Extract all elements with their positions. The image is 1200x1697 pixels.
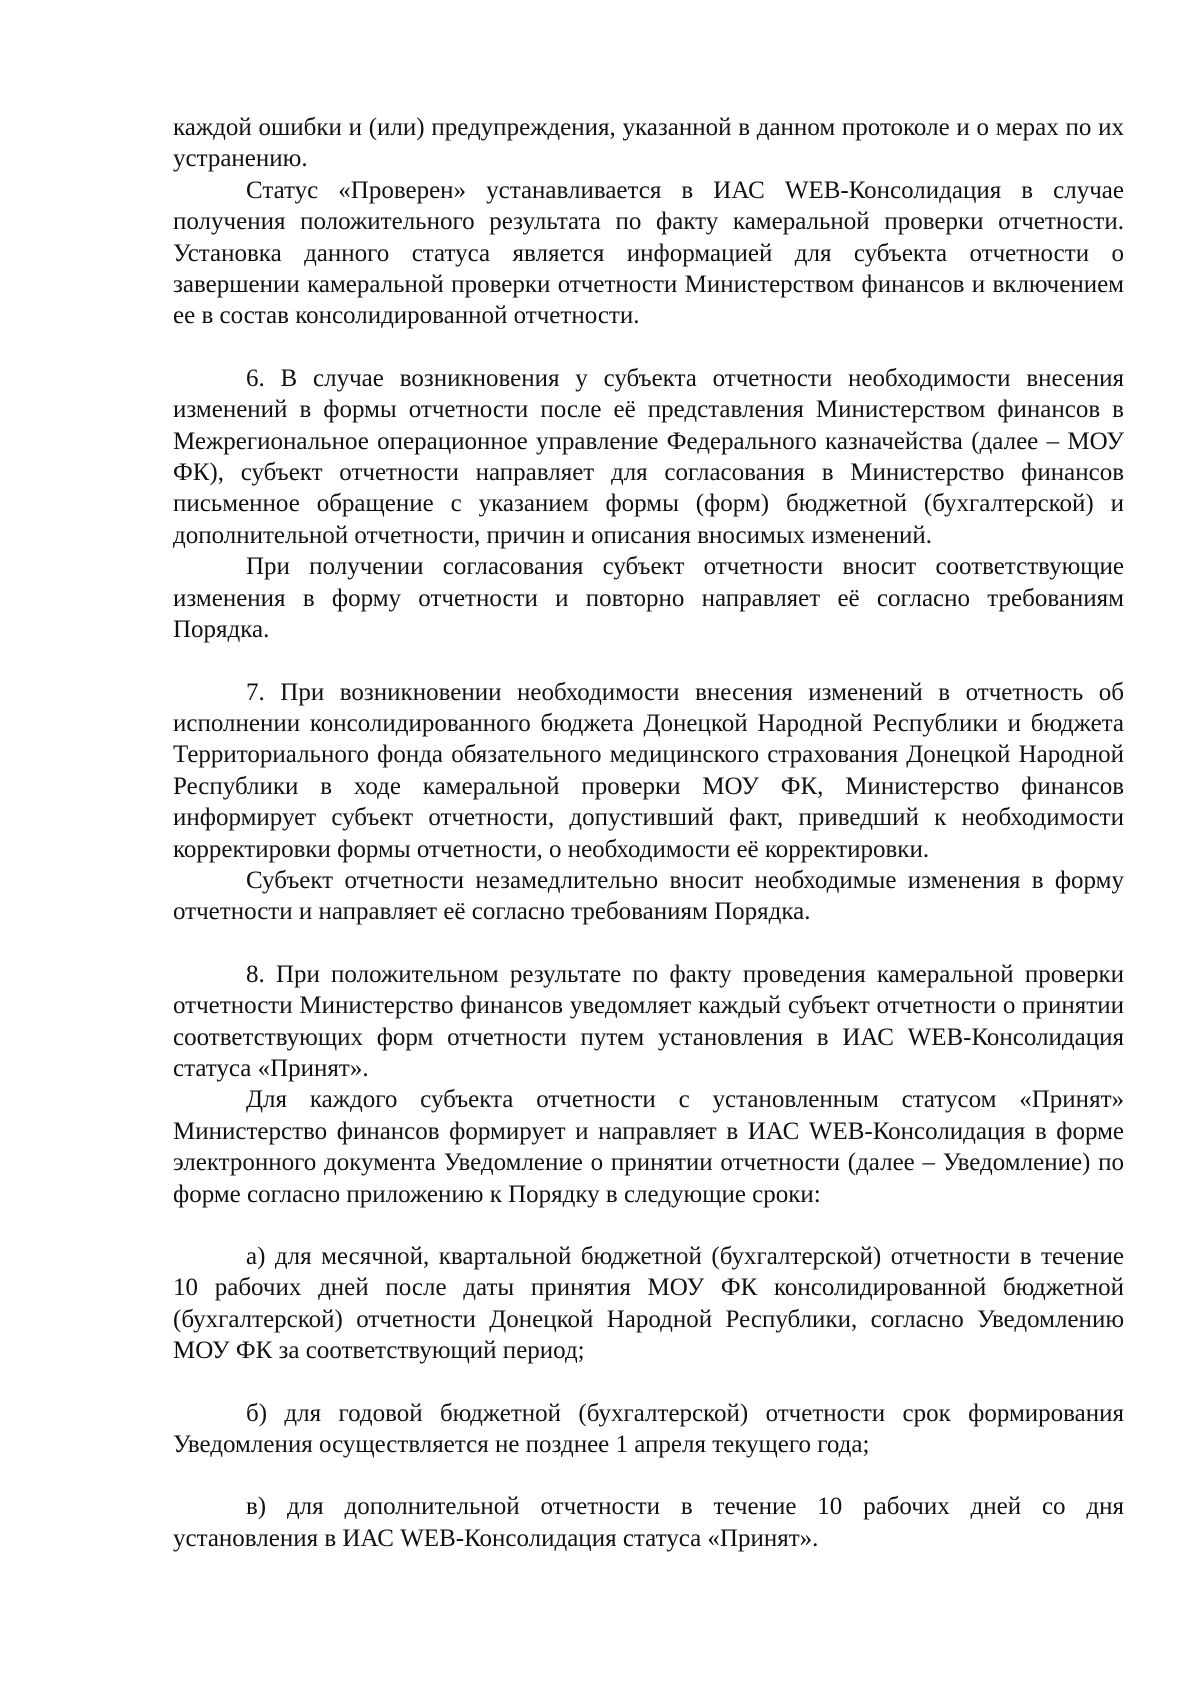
paragraph-subitem-c: в) для дополнительной отчетности в течение 10 рабочих дней со дня установления в ИАС WEB-Консолидация статуса «Принят». [173,1493,1124,1552]
document-page [173,112,1124,1554]
paragraph-subitem-b: б) для годовой бюджетной (бухгалтерской) отчетности срок формирования Уведомления осуществляется не позднее 1 апреля текущего года; [173,1399,1124,1459]
paragraph-item-8: 8. При положительном результате по факту проведения камеральной проверки отчетности Министерство финансов уведомляет каждый субъект отчетности о принятии соответствующих форм отчетности путем установления в ИАС WEB-Консолидация статуса «Принят». [173,960,1124,1082]
paragraph-status-verified: Статус «Проверен» устанавливается в ИАС WEB-Консолидация в случае получения положительного результата по факту камеральной проверки отчетности. Установка данного статуса является информацией для субъекта отчетности о завершении камеральной проверки отчетности Министерством финансов и включением ее в состав консолидированной отчетности. [173,176,1124,330]
paragraph-item-7-changes: Субъект отчетности незамедлительно вносит необходимые изменения в форму отчетности и направляет её согласно требованиям Порядка. [173,866,1124,926]
paragraph-item-6-approval: При получении согласования субъект отчетности вносит соответствующие изменения в форму отчетности и повторно направляет её согласно требованиям Порядка. [173,553,1124,644]
paragraph-item-8-notification: Для каждого субъекта отчетности с установленным статусом «Принят» Министерство финансов формирует и направляет в ИАС WEB-Консолидация в форме электронного документа Уведомление о принятии отчетности (далее – Уведомление) по форме согласно приложению к Порядку в следующие сроки: [173,1086,1124,1208]
paragraph-subitem-a: а) для месячной, квартальной бюджетной (бухгалтерской) отчетности в течение 10 рабочих дней после даты принятия МОУ ФК консолидированной бюджетной (бухгалтерской) отчетности Донецкой Народной Республики, согласно Уведомлению МОУ ФК за соответствующий период; [173,1243,1124,1365]
paragraph-item-6: 6. В случае возникновения у субъекта отчетности необходимости внесения изменений в формы отчетности после её представления Министерством финансов в Межрегиональное операционное управление Федерального казначейства (далее – МОУ ФК), субъект отчетности направляет для согласования в Министерство финансов письменное обращение с указанием формы (форм) бюджетной (бухгалтерской) и дополнительной отчетности, причин и описания вносимых изменений. [173,364,1124,549]
paragraph-item-7: 7. При возникновении необходимости внесения изменений в отчетность об исполнении консолидированного бюджета Донецкой Народной Республики и бюджета Территориального фонда обязательного медицинского страхования Донецкой Народной Республики в ходе камеральной проверки МОУ ФК, Министерство финансов информирует субъект отчетности, допустивший факт, приведший к необходимости корректировки формы отчетности, о необходимости её корректировки. [173,678,1124,863]
paragraph-continuation: каждой ошибки и (или) предупреждения, указанной в данном протоколе и о мерах по их устранению. [173,114,1124,173]
